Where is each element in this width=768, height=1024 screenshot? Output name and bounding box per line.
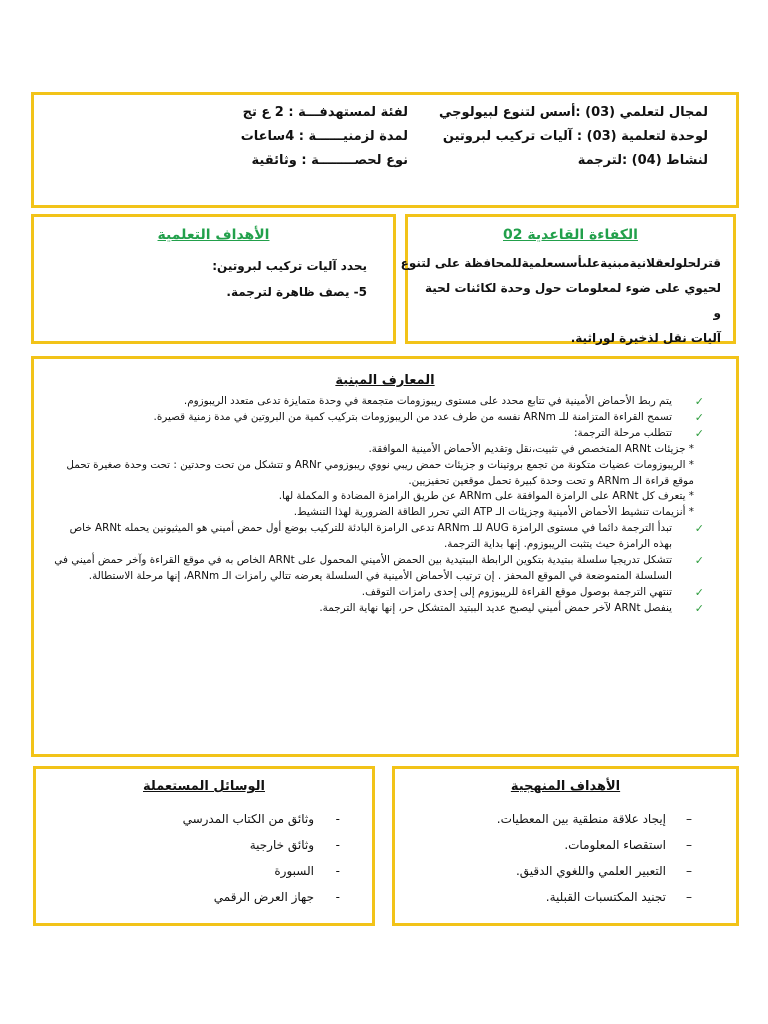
dash-icon: – xyxy=(686,838,692,852)
unit-label: لوحدة لتعلمية (03) : آليات تركيب لبروتين xyxy=(442,129,708,144)
competence-line: آليات نقل لذخيرة لوراثية. xyxy=(570,331,721,345)
knowledge-subitem: * يتعرف كل ARNt على الرامزة الموافقة على ARNm عن طريق الرامزة المضادة و المكملة لها. xyxy=(278,490,694,503)
knowledge-subitem: * جزيئات ARNt المتخصص في تثبيت،نقل وتقديم الأحماض الأمينية الموافقة. xyxy=(368,442,694,455)
objective-line: يحدد آليات تركيب لبروتين: xyxy=(212,259,367,273)
methods-item: – إيجاد علاقة منطقية بين المعطيات. xyxy=(395,806,666,832)
tools-list xyxy=(36,806,372,910)
tools-item: - جهاز العرض الرقمي xyxy=(36,884,314,910)
tools-item: - وثائق خارجية xyxy=(36,832,314,858)
knowledge-item: ✓ يتم ربط الأحماض الأمينية في تتابع محدد على مستوى ريبوزومات متجمعة في وحدة متمايزة تدعى متعدد الريبوزوم. xyxy=(52,394,706,410)
session-label: نوع لحصــــــــة : وثائقية xyxy=(251,153,408,168)
knowledge-item: ✓ ينفصل ARNt لآخر حمض أميني ليصبح عديد الببتيد المتشكل حر، إنها نهاية الترجمة. xyxy=(52,601,706,617)
level-label: لفئة لمستهدفـــة : 2 ع تج xyxy=(242,105,408,120)
tools-box xyxy=(33,766,375,926)
header-box xyxy=(31,92,739,208)
dash-icon: – xyxy=(686,864,692,878)
objectives-box xyxy=(31,214,396,344)
knowledge-title: المعارف المبنية xyxy=(335,373,435,388)
competence-title: الكفاءة القاعدية 02 xyxy=(503,227,638,243)
tools-item: - السبورة xyxy=(36,858,314,884)
competence-line: قترلحلولعقلانيةمبنيةعلىأسسعلميةللمحافظة على لتنوع xyxy=(400,256,721,270)
knowledge-list xyxy=(34,394,736,617)
tools-item: - وثائق من الكتاب المدرسي xyxy=(36,806,314,832)
knowledge-item: ✓ تتشكل تدريجيا سلسلة ببتيدية بتكوين الرابطة الببتيدية بين الحمض الأميني المحمول على ARNt الخاص به في موقع القراءة وآخر حمض أميني في السلسلة المتموضعة في الموقع المحفز . إن ترتيب الأحماض الأمينية في السلسلة يعرضه تتالي رامزات الـ ARNm، إنها مرحلة الاستطالة. xyxy=(52,553,706,585)
knowledge-item: ✓ تسمح القراءة المتزامنة للـ ARNm نفسه من طرف عدد من الريبوزومات بتركيب كمية من البروتين في مدة زمنية قصيرة. xyxy=(52,410,706,426)
objective-line: 5- يصف ظاهرة لترجمة. xyxy=(226,285,367,299)
dash-icon: - xyxy=(335,812,340,826)
methods-box xyxy=(392,766,739,926)
methods-list xyxy=(395,806,736,910)
dash-icon: – xyxy=(686,812,692,826)
knowledge-item: ✓ تنتهي الترجمة بوصول موقع القراءة للريبوزوم إلى إحدى رامزات التوقف. xyxy=(52,585,706,601)
knowledge-box xyxy=(31,356,739,757)
tools-title: الوسائل المستعملة xyxy=(143,779,265,794)
methods-item: – التعبير العلمي واللغوي الدقيق. xyxy=(395,858,666,884)
competence-line: لحيوي على ضوء لمعلومات حول وحدة لكائنات لحية و xyxy=(424,281,721,320)
field-label: لمجال لتعلمي (03) :أسس لتنوع لبيولوجي xyxy=(439,105,708,120)
methods-item: – استقصاء المعلومات. xyxy=(395,832,666,858)
competence-box xyxy=(400,214,736,345)
methods-title: الأهداف المنهجية xyxy=(510,779,621,794)
knowledge-item: ✓ تتطلب مرحلة الترجمة: xyxy=(52,426,706,442)
knowledge-subitem: * الريبوزومات عضيات متكونة من تجمع بروتينات و جزيئات حمض ريبي نووي ريبوزومي ARNr و تتشكل من تحت وحدتين : تحت وحدة صغيرة تحمل موقع قراءة الـ ARNm و تحت وحدة كبيرة تحمل موقعين تحفيزيين. xyxy=(66,458,694,487)
knowledge-item: ✓ تبدأ الترجمة دائما في مستوى الرامزة AUG للـ ARNm تدعى الرامزة البادئة للتركيب بوضع أول حمض أميني هو الميثيونين يحمله ARNt خاص بهذه الرامزة حيث يتثبت الريبوزوم. إنها بداية الترجمة. xyxy=(52,521,706,553)
objectives-title: الأهداف التعلمية xyxy=(157,227,270,243)
dash-icon: - xyxy=(335,864,340,878)
dash-icon: - xyxy=(335,890,340,904)
activity-label: لنشاط (04) :لترجمة xyxy=(577,153,708,168)
methods-item: – تجنيد المكتسبات القبلية. xyxy=(395,884,666,910)
duration-label: لمدة لزمنيــــــة : 4ساعات xyxy=(240,129,408,144)
dash-icon: - xyxy=(335,838,340,852)
knowledge-subitem: * أنزيمات تنشيط الأحماض الأمينية وجزيئات الـ ATP التي تحرر الطاقة الضرورية لهذا التنشيط. xyxy=(293,506,694,519)
dash-icon: – xyxy=(686,890,692,904)
